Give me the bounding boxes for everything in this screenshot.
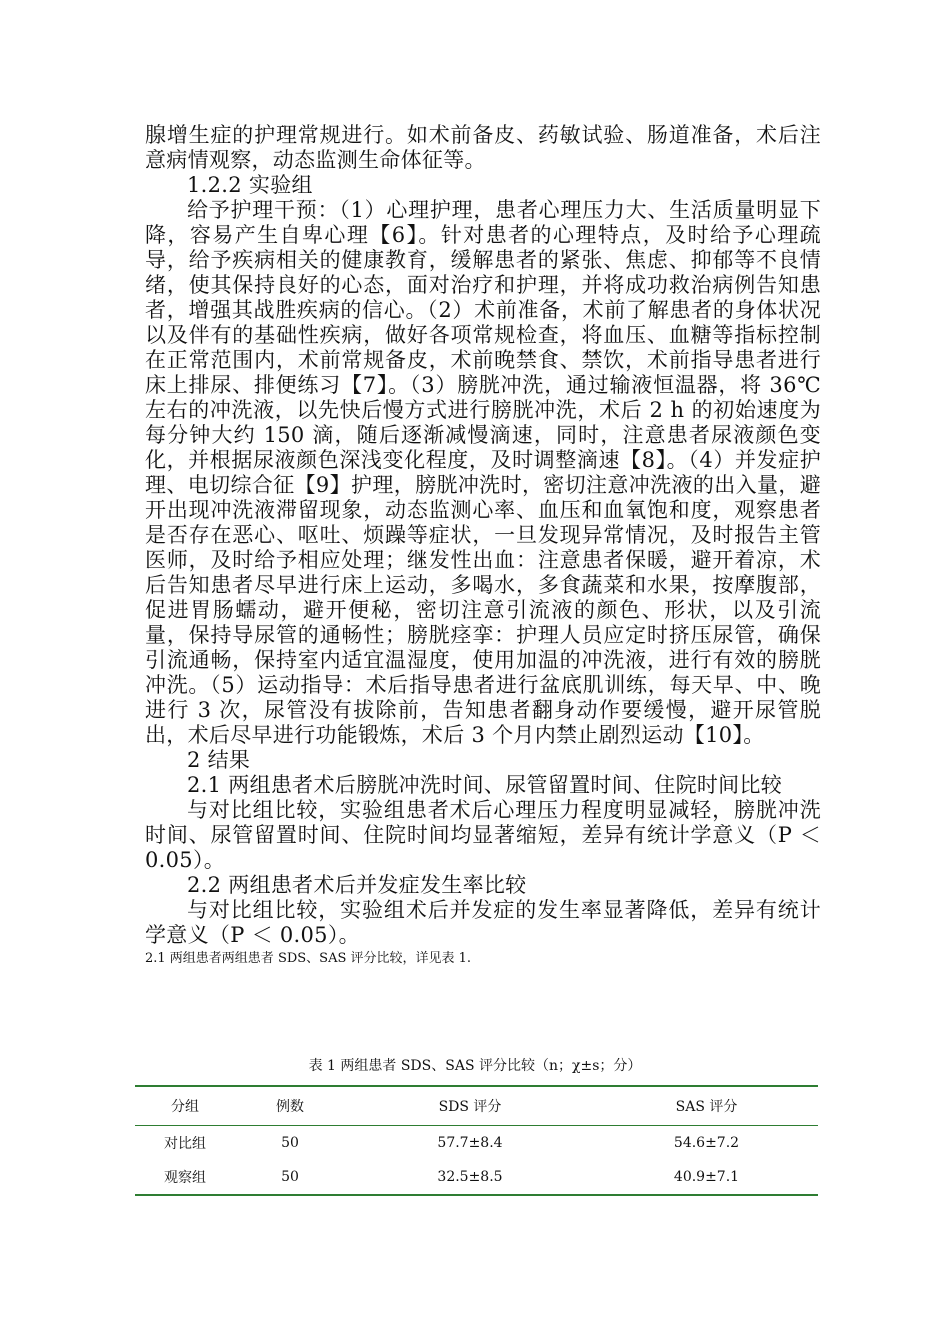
header-sas: SAS 评分 [675,1099,738,1115]
section-heading-2-2: 2.2 两组患者术后并发症发生率比较 [187,873,527,897]
paragraph-intro-continuation: 腺增生症的护理常规进行。如术前备皮、药敏试验、肠道准备，术后注意病情观察，动态监测生命体征等。 [145,123,821,172]
cell-sds: 32.5±8.5 [437,1169,503,1185]
section-heading-1-2-2: 1.2.2 实验组 [187,173,313,197]
cell-group: 对比组 [164,1136,206,1152]
table-reference-note: 2.1 两组患者两组患者 SDS、SAS 评分比较，详见表 1. [145,951,472,966]
table-row [135,1126,818,1161]
section-heading-results: 2 结果 [187,748,251,772]
cell-count: 50 [281,1135,299,1151]
paragraph-nursing-intervention: 给予护理干预：（1）心理护理，患者心理压力大、生活质量明显下降，容易产生自卑心理【6】。针对患者的心理特点，及时给予心理疏导，给予疾病相关的健康教育，缓解患者的紧张、焦虑、抑郁等不良情绪，使其保持良好的心态，面对治疗和护理，并将成功救治病例告知患者，增强其战胜疾病的信心。（2）术前准备，术前了解患者的身体状况以及伴有的基础性疾病，做好各项常规检查，将血压、血糖等指标控制在正常范围内，术前常规备皮，术前晚禁食、禁饮，术前指导患者进行床上排尿、排便练习【7】。（3）膀胱冲洗，通过输液恒温器，将 36℃左右的冲洗液，以先快后慢方式进行膀胱冲洗，术后 2 h 的初始速度为每分钟大约 150 滴，随后逐渐减慢滴速，同时，注意患者尿液颜色变化，并根据尿液颜色深浅变化程度，及时调整滴速【8】。（4）并发症护理、电切综合征【9】护理，膀胱冲洗时，密切注意冲洗液的出入量，避开出现冲洗液滞留现象，动态监测心率、血压和血氧饱和度，观察患者是否存在恶心、呕吐、烦躁等症状，一旦发现异常情况，及时报告主管医师，及时给予相应处理；继发性出血：注意患者保暖，避开着凉，术后告知患者尽早进行床上运动，多喝水，多食蔬菜和水果，按摩腹部，促进胃肠蠕动，避开便秘，密切注意引流液的颜色、形状，以及引流量，保持导尿管的通畅性；膀胱痉挛：护理人员应定时挤压尿管，确保引流通畅，保持室内适宜温湿度，使用加温的冲洗液，进行有效的膀胱冲洗。（5）运动指导：术后指导患者进行盆底肌训练，每天早、中、晚进行 3 次，尿管没有拔除前，告知患者翻身动作要缓慢，避开尿管脱出，术后尽早进行功能锻炼，术后 3 个月内禁止剧烈运动【10】。 [145,198,821,747]
cell-sas: 54.6±7.2 [673,1135,740,1151]
cell-sds: 57.7±8.4 [437,1135,503,1151]
header-sds: SDS 评分 [438,1099,502,1115]
paragraph-result-2-1: 与对比组比较，实验组患者术后心理压力程度明显减轻，膀胱冲洗时间、尿管留置时间、住院时间均显著缩短，差异有统计学意义（P ＜ 0.05）。 [145,798,821,872]
header-group: 分组 [171,1099,199,1115]
cell-sas: 40.9±7.1 [673,1169,740,1185]
table-caption: 表 1 两组患者 SDS、SAS 评分比较（n；χ±s；分） [308,1058,642,1074]
header-count: 例数 [276,1099,304,1115]
section-heading-2-1: 2.1 两组患者术后膀胱冲洗时间、尿管留置时间、住院时间比较 [187,773,783,797]
score-table [135,1085,818,1196]
cell-count: 50 [281,1169,299,1185]
cell-group: 观察组 [164,1170,206,1186]
paragraph-result-2-2: 与对比组比较，实验组术后并发症的发生率显著降低，差异有统计学意义（P ＜ 0.05）。 [145,898,821,947]
document-body [145,123,821,968]
table-row [135,1160,818,1195]
table-header-row [135,1086,818,1126]
score-table-container [135,1085,818,1196]
